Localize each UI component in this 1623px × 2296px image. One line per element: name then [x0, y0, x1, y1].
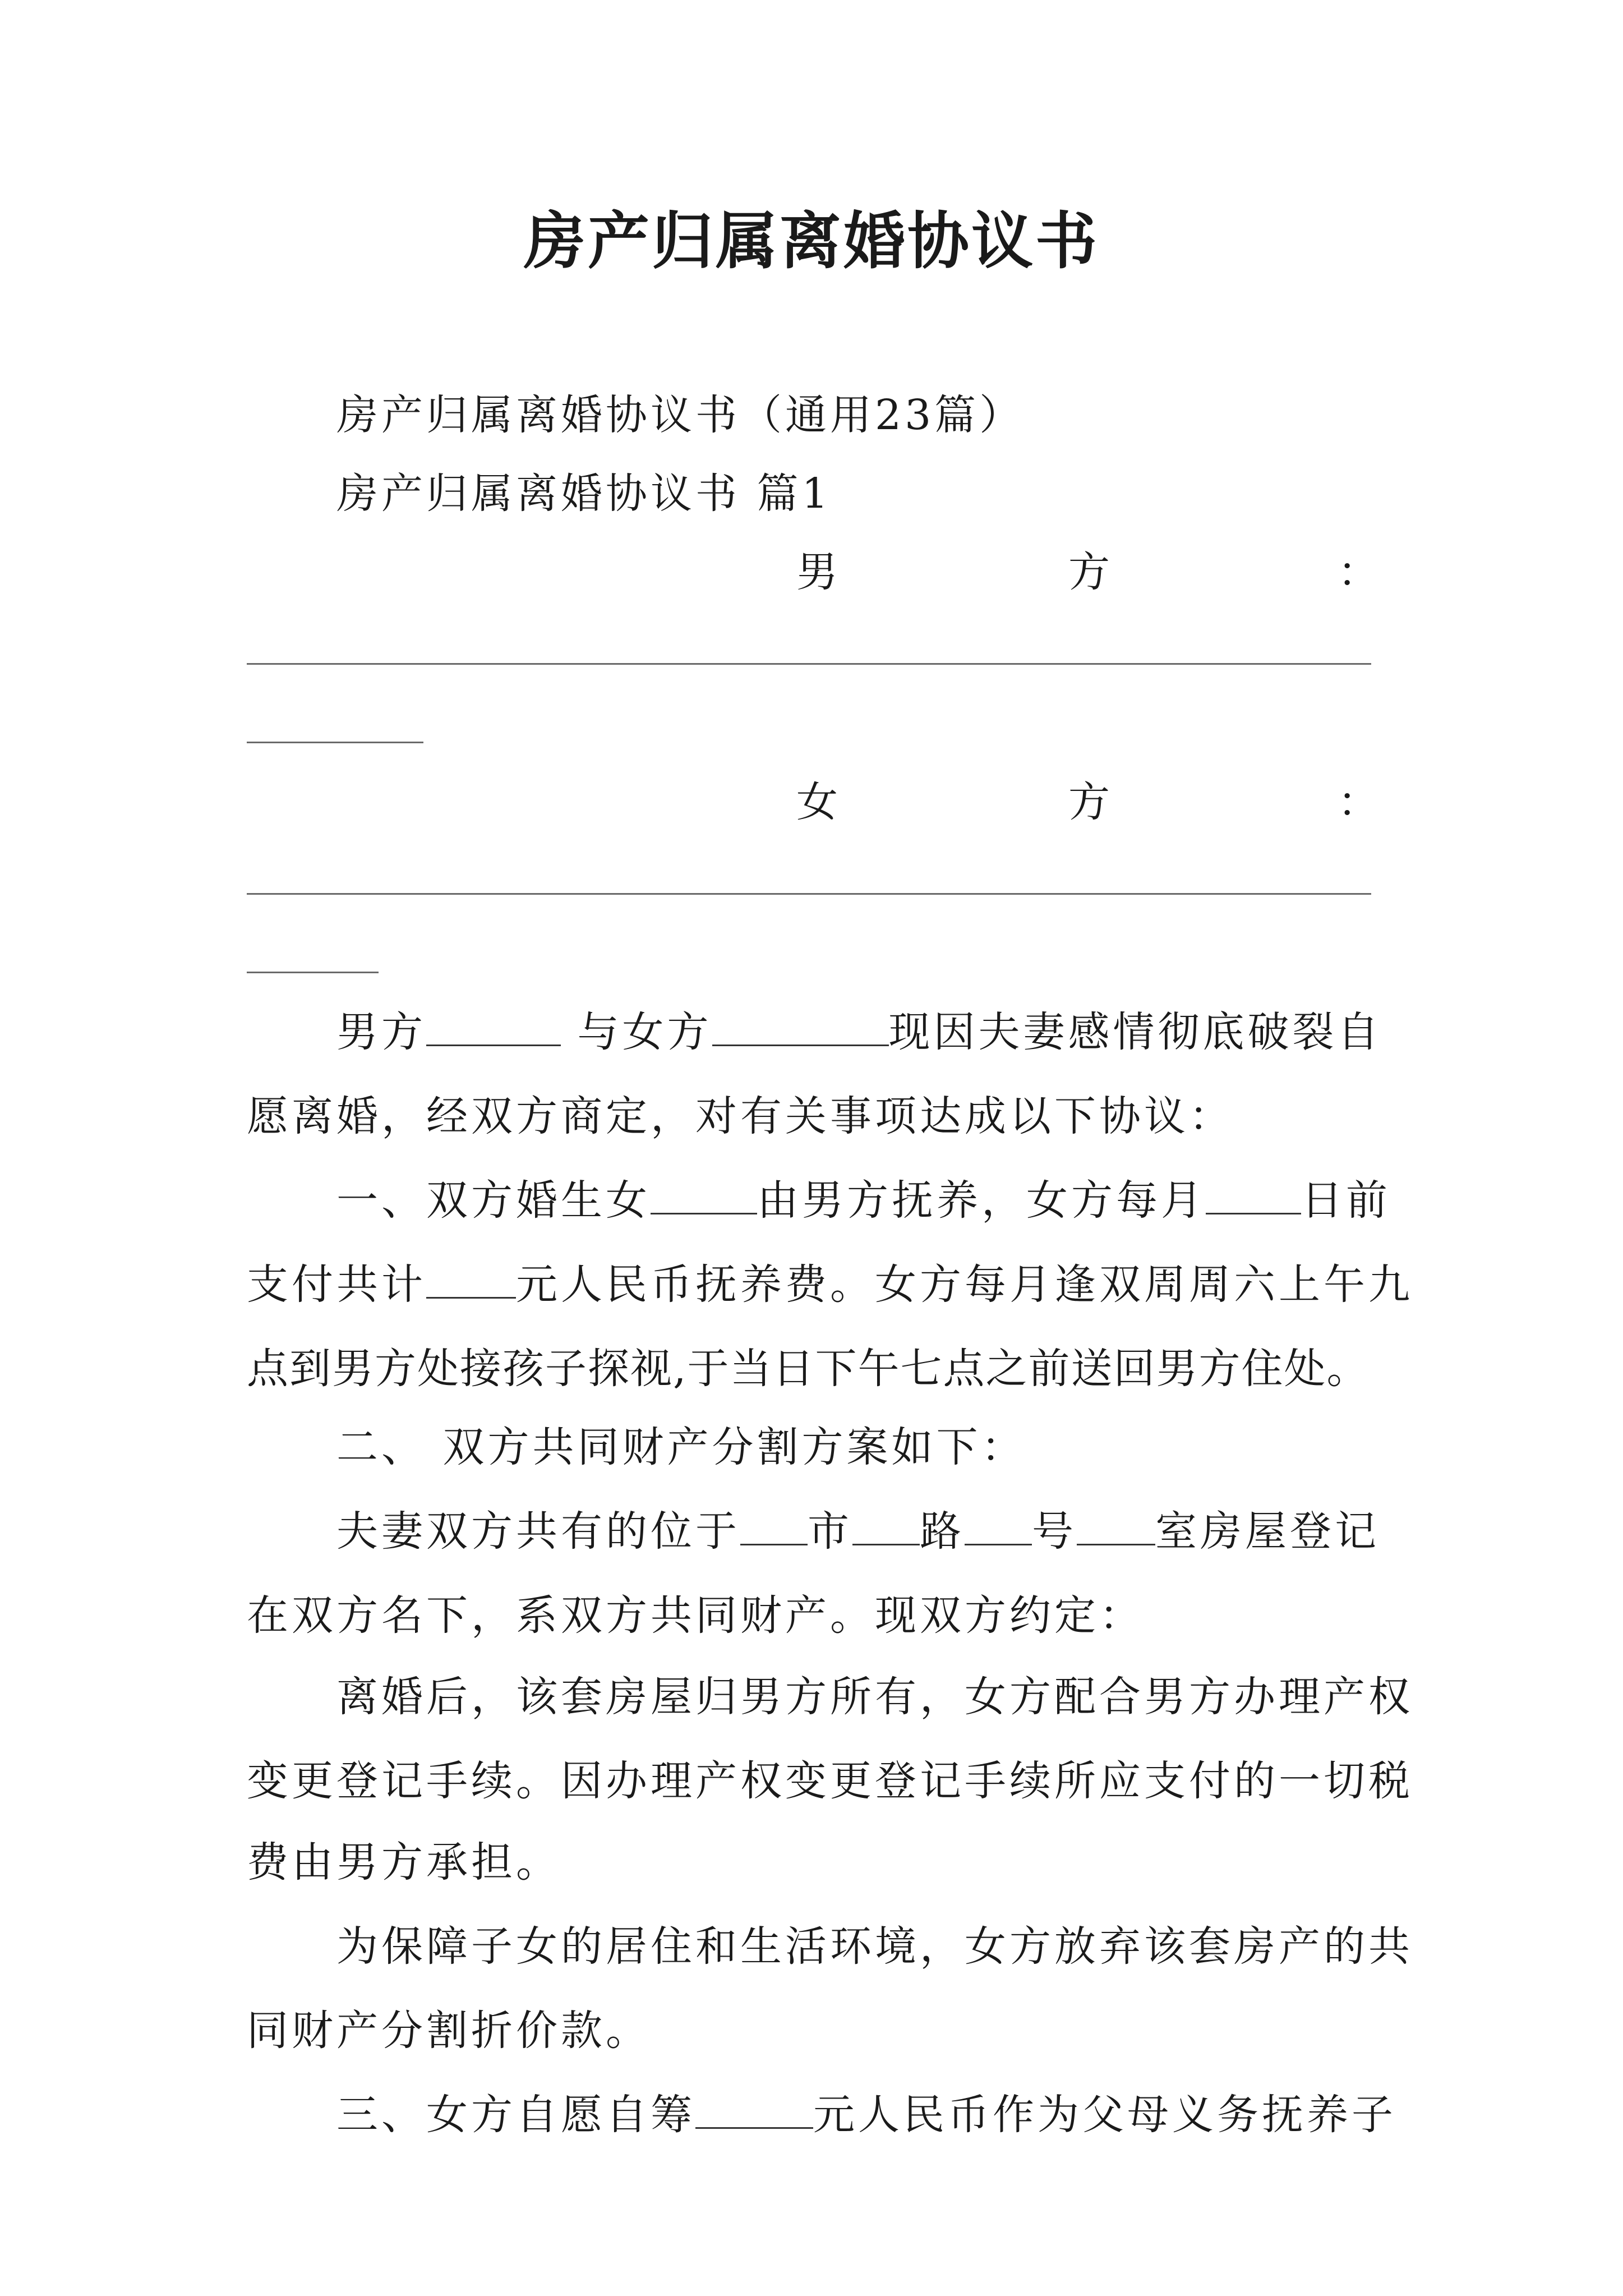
text-location: 夫妻双方共有的位于 [336, 1507, 740, 1556]
section-heading: 房产归属离婚协议书 篇1 [336, 470, 832, 518]
female-name-line [247, 893, 1371, 895]
male-name-line [247, 663, 1371, 665]
paragraph-2-line-2 [247, 1257, 1413, 1313]
blank-room [1077, 1542, 1155, 1545]
blank-number [965, 1542, 1032, 1545]
paragraph-6-line-2: 同财产分割折价款。 [247, 2007, 651, 2055]
blank-support-amount [426, 1295, 516, 1299]
male-party-char1: 男 [796, 548, 838, 596]
text-pay-total: 支付共计 [247, 1260, 426, 1309]
blank-city [740, 1542, 808, 1545]
paragraph-6-line-1: 为保障子女的居住和生活环境，女方放弃该套房产的共 [336, 1922, 1413, 1971]
blank-self-fund-amount [695, 2125, 813, 2129]
text-number: 号 [1032, 1507, 1077, 1556]
document-title: 房产归属离婚协议书 [524, 205, 1099, 277]
blank-road [852, 1542, 920, 1545]
blank-daughter-name [651, 1211, 757, 1214]
female-party-char1: 女 [796, 778, 838, 826]
text-city: 市 [808, 1507, 852, 1556]
paragraph-1-line-1 [336, 1004, 1382, 1060]
document-subtitle: 房产归属离婚协议书（通用23篇） [336, 391, 1025, 439]
text-room-registered: 室房屋登记 [1155, 1507, 1380, 1556]
text-male: 男方 [336, 1008, 426, 1056]
blank-payment-day [1206, 1211, 1301, 1214]
text-female: 与女方 [561, 1008, 712, 1056]
paragraph-5-line-3: 费由男方承担。 [247, 1838, 561, 1887]
text-clause-1: 一、双方婚生女 [336, 1176, 651, 1225]
female-party-char2: 方 [1068, 778, 1110, 826]
paragraph-5-line-2: 变更登记手续。因办理产权变更登记手续所应支付的一切税 [247, 1757, 1413, 1805]
male-party-char2: 方 [1068, 548, 1110, 596]
text-clause-3: 三、女方自愿自筹 [336, 2091, 695, 2139]
paragraph-4-line-1 [336, 1503, 1380, 1559]
text-before-day: 日前 [1301, 1176, 1391, 1225]
paragraph-2-line-1 [336, 1172, 1391, 1228]
text-road: 路 [920, 1507, 965, 1556]
paragraph-5-line-1: 离婚后，该套房屋归男方所有，女方配合男方办理产权 [336, 1673, 1413, 1721]
text-child-support-duty: 元人民币作为父母义务抚养子 [813, 2091, 1396, 2139]
female-party-colon: ： [1338, 778, 1379, 826]
female-name-line-continued [247, 972, 379, 973]
text-reason: 现因夫妻感情彻底破裂自 [888, 1008, 1382, 1056]
text-visitation: 元人民币抚养费。女方每月逢双周周六上午九 [516, 1260, 1413, 1309]
paragraph-4-line-2: 在双方名下，系双方共同财产。现双方约定： [247, 1591, 1144, 1640]
male-party-colon: ： [1338, 548, 1379, 596]
text-custody: 由男方抚养，女方每月 [757, 1176, 1206, 1225]
paragraph-1-line-2: 愿离婚，经双方商定，对有关事项达成以下协议： [247, 1092, 1234, 1140]
male-name-line-continued [247, 742, 423, 743]
paragraph-3: 二、 双方共同财产分割方案如下： [336, 1423, 1026, 1471]
paragraph-2-line-3: 点到男方处接孩子探视,于当日下午七点之前送回男方住处。 [247, 1345, 1370, 1393]
blank-female-name [712, 1042, 889, 1046]
paragraph-7-line-1 [336, 2087, 1396, 2143]
blank-male-name [426, 1042, 561, 1046]
